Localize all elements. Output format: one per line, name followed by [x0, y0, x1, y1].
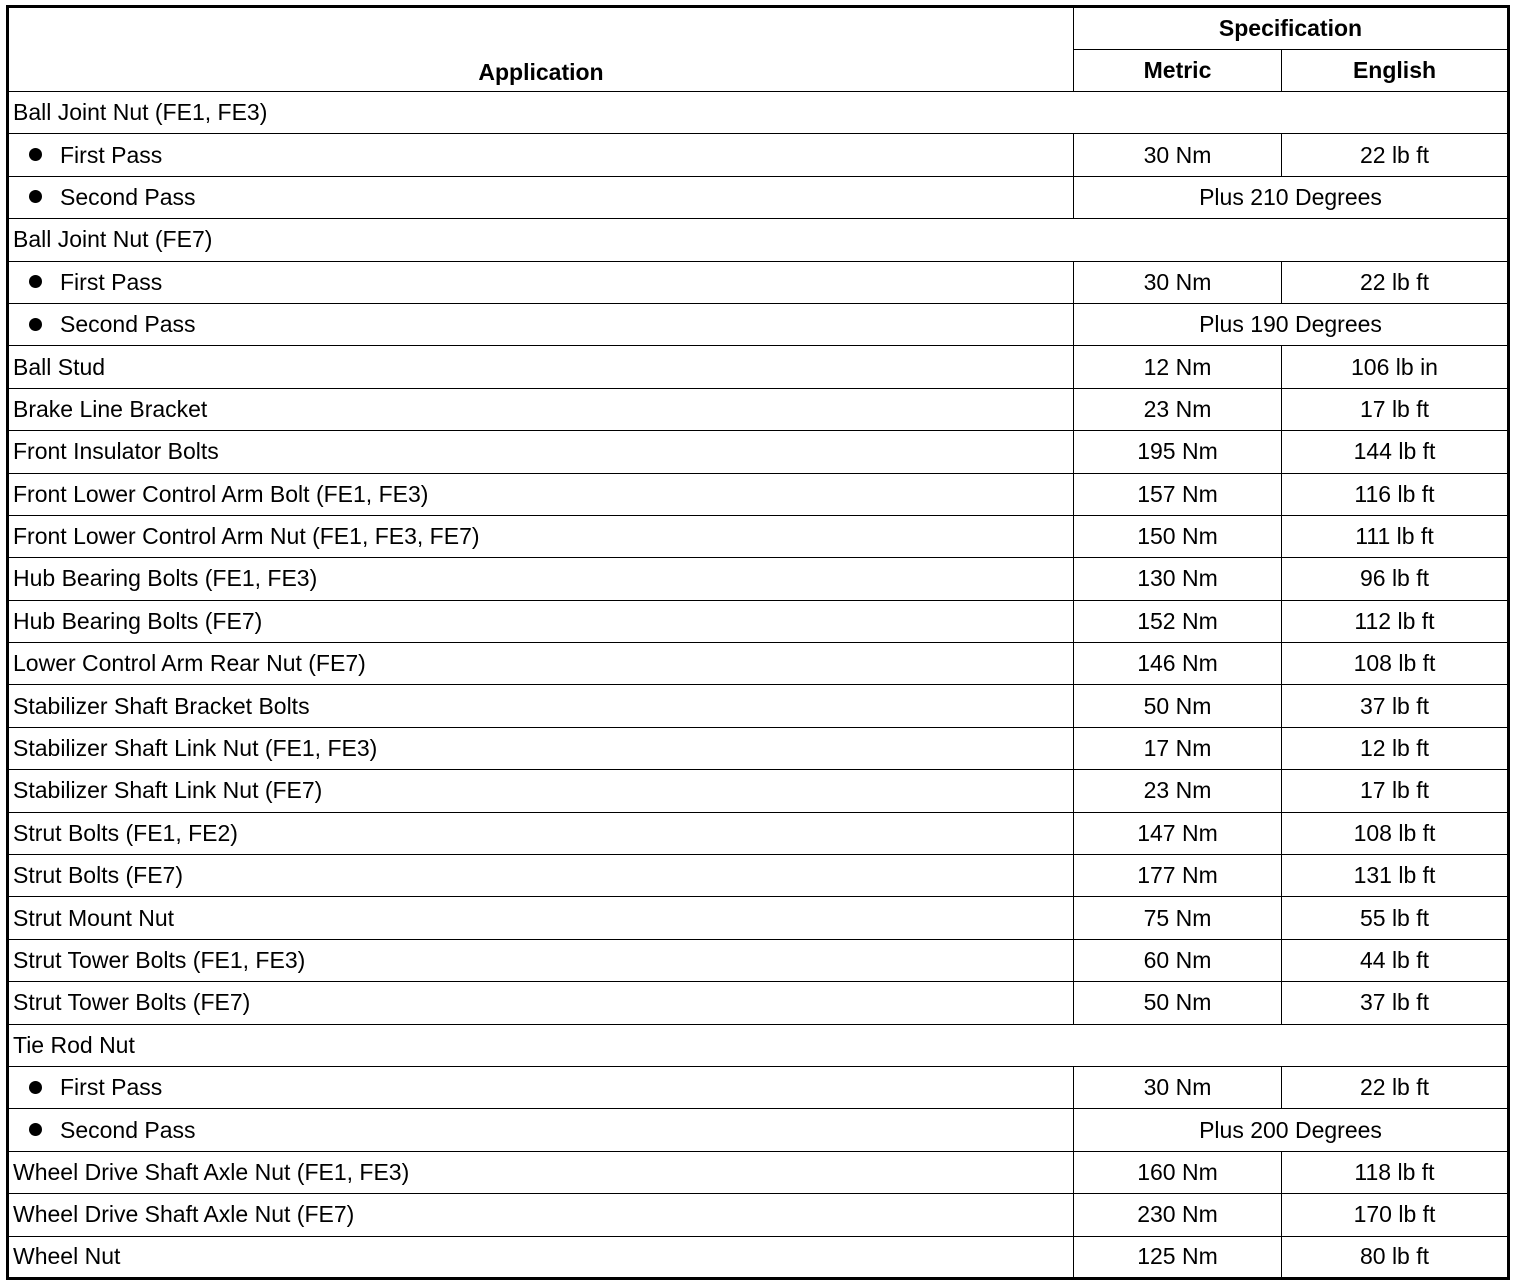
english-value: 111 lb ft	[1282, 515, 1509, 557]
table-row	[8, 346, 1509, 388]
application-cell	[8, 303, 1074, 345]
metric-value: 23 Nm	[1074, 770, 1282, 812]
table-row	[8, 600, 1509, 642]
english-value: 17 lb ft	[1282, 770, 1509, 812]
table-row	[8, 219, 1509, 261]
application-label: Second Pass	[60, 1116, 196, 1143]
metric-value: 12 Nm	[1074, 346, 1282, 388]
table-row	[8, 727, 1509, 769]
english-value: 96 lb ft	[1282, 558, 1509, 600]
application-cell: Strut Bolts (FE7)	[8, 855, 1074, 897]
english-value: 144 lb ft	[1282, 431, 1509, 473]
english-value: 170 lb ft	[1282, 1194, 1509, 1236]
metric-value: 160 Nm	[1074, 1151, 1282, 1193]
metric-value: 130 Nm	[1074, 558, 1282, 600]
english-value: 80 lb ft	[1282, 1236, 1509, 1278]
english-value: 12 lb ft	[1282, 727, 1509, 769]
english-value: 22 lb ft	[1282, 1066, 1509, 1108]
bullet-icon	[29, 1123, 42, 1136]
english-value: 116 lb ft	[1282, 473, 1509, 515]
specification-value: Plus 210 Degrees	[1074, 176, 1509, 218]
application-cell: Strut Mount Nut	[8, 897, 1074, 939]
bullet-icon	[29, 1081, 42, 1094]
metric-value: 230 Nm	[1074, 1194, 1282, 1236]
application-cell	[8, 1109, 1074, 1151]
table-row	[8, 388, 1509, 430]
table-row	[8, 1236, 1509, 1278]
specification-header: Specification	[1074, 7, 1509, 50]
metric-value: 157 Nm	[1074, 473, 1282, 515]
table-body	[8, 92, 1509, 1279]
application-cell: Front Lower Control Arm Bolt (FE1, FE3)	[8, 473, 1074, 515]
application-cell	[8, 134, 1074, 176]
english-value: 55 lb ft	[1282, 897, 1509, 939]
bullet-icon	[29, 190, 42, 203]
table-row	[8, 770, 1509, 812]
application-cell: Front Lower Control Arm Nut (FE1, FE3, FE7)	[8, 515, 1074, 557]
table-row	[8, 685, 1509, 727]
application-cell: Wheel Nut	[8, 1236, 1074, 1278]
bullet-icon	[29, 318, 42, 331]
table-row	[8, 939, 1509, 981]
english-value: 131 lb ft	[1282, 855, 1509, 897]
application-cell	[8, 176, 1074, 218]
metric-value: 17 Nm	[1074, 727, 1282, 769]
application-cell: Ball Joint Nut (FE7)	[8, 219, 1509, 261]
english-value: 37 lb ft	[1282, 685, 1509, 727]
application-cell: Wheel Drive Shaft Axle Nut (FE1, FE3)	[8, 1151, 1074, 1193]
application-cell: Tie Rod Nut	[8, 1024, 1509, 1066]
table-header	[8, 7, 1509, 92]
bullet-icon	[29, 148, 42, 161]
application-cell: Stabilizer Shaft Bracket Bolts	[8, 685, 1074, 727]
metric-value: 30 Nm	[1074, 1066, 1282, 1108]
table-row	[8, 1151, 1509, 1193]
metric-value: 75 Nm	[1074, 897, 1282, 939]
table-row	[8, 558, 1509, 600]
english-value: 37 lb ft	[1282, 982, 1509, 1024]
metric-value: 195 Nm	[1074, 431, 1282, 473]
table-row	[8, 1024, 1509, 1066]
table-row	[8, 643, 1509, 685]
application-header: Application	[8, 7, 1074, 92]
application-cell: Strut Tower Bolts (FE1, FE3)	[8, 939, 1074, 981]
application-label: Second Pass	[60, 183, 196, 210]
application-cell: Lower Control Arm Rear Nut (FE7)	[8, 643, 1074, 685]
metric-value: 50 Nm	[1074, 685, 1282, 727]
application-label: First Pass	[60, 141, 163, 168]
application-label: Second Pass	[60, 311, 196, 338]
table-row	[8, 473, 1509, 515]
table-row	[8, 515, 1509, 557]
application-cell: Ball Stud	[8, 346, 1074, 388]
metric-value: 50 Nm	[1074, 982, 1282, 1024]
table-row	[8, 92, 1509, 134]
metric-value: 177 Nm	[1074, 855, 1282, 897]
application-cell: Wheel Drive Shaft Axle Nut (FE7)	[8, 1194, 1074, 1236]
table-row	[8, 431, 1509, 473]
table-row	[8, 1109, 1509, 1151]
application-cell: Strut Tower Bolts (FE7)	[8, 982, 1074, 1024]
metric-value: 146 Nm	[1074, 643, 1282, 685]
metric-value: 125 Nm	[1074, 1236, 1282, 1278]
metric-header: Metric	[1074, 50, 1282, 92]
english-value: 108 lb ft	[1282, 812, 1509, 854]
application-cell: Stabilizer Shaft Link Nut (FE7)	[8, 770, 1074, 812]
table-row	[8, 261, 1509, 303]
application-cell: Stabilizer Shaft Link Nut (FE1, FE3)	[8, 727, 1074, 769]
metric-value: 150 Nm	[1074, 515, 1282, 557]
english-header: English	[1282, 50, 1509, 92]
application-cell: Ball Joint Nut (FE1, FE3)	[8, 92, 1509, 134]
table-row	[8, 812, 1509, 854]
table-row	[8, 982, 1509, 1024]
english-value: 112 lb ft	[1282, 600, 1509, 642]
metric-value: 23 Nm	[1074, 388, 1282, 430]
table-row	[8, 855, 1509, 897]
bullet-icon	[29, 275, 42, 288]
application-cell: Hub Bearing Bolts (FE1, FE3)	[8, 558, 1074, 600]
english-value: 106 lb in	[1282, 346, 1509, 388]
torque-specification-table	[6, 5, 1510, 1280]
metric-value: 30 Nm	[1074, 261, 1282, 303]
specification-value: Plus 190 Degrees	[1074, 303, 1509, 345]
application-cell: Strut Bolts (FE1, FE2)	[8, 812, 1074, 854]
application-cell	[8, 1066, 1074, 1108]
table-row	[8, 134, 1509, 176]
table-row	[8, 1194, 1509, 1236]
application-label: First Pass	[60, 1074, 163, 1101]
metric-value: 60 Nm	[1074, 939, 1282, 981]
metric-value: 147 Nm	[1074, 812, 1282, 854]
specification-value: Plus 200 Degrees	[1074, 1109, 1509, 1151]
english-value: 22 lb ft	[1282, 261, 1509, 303]
english-value: 118 lb ft	[1282, 1151, 1509, 1193]
application-cell: Hub Bearing Bolts (FE7)	[8, 600, 1074, 642]
english-value: 108 lb ft	[1282, 643, 1509, 685]
metric-value: 152 Nm	[1074, 600, 1282, 642]
application-cell	[8, 261, 1074, 303]
application-label: First Pass	[60, 268, 163, 295]
table-row	[8, 897, 1509, 939]
table-row	[8, 176, 1509, 218]
application-cell: Brake Line Bracket	[8, 388, 1074, 430]
english-value: 17 lb ft	[1282, 388, 1509, 430]
application-cell: Front Insulator Bolts	[8, 431, 1074, 473]
table-row	[8, 1066, 1509, 1108]
metric-value: 30 Nm	[1074, 134, 1282, 176]
table-row	[8, 303, 1509, 345]
english-value: 44 lb ft	[1282, 939, 1509, 981]
english-value: 22 lb ft	[1282, 134, 1509, 176]
